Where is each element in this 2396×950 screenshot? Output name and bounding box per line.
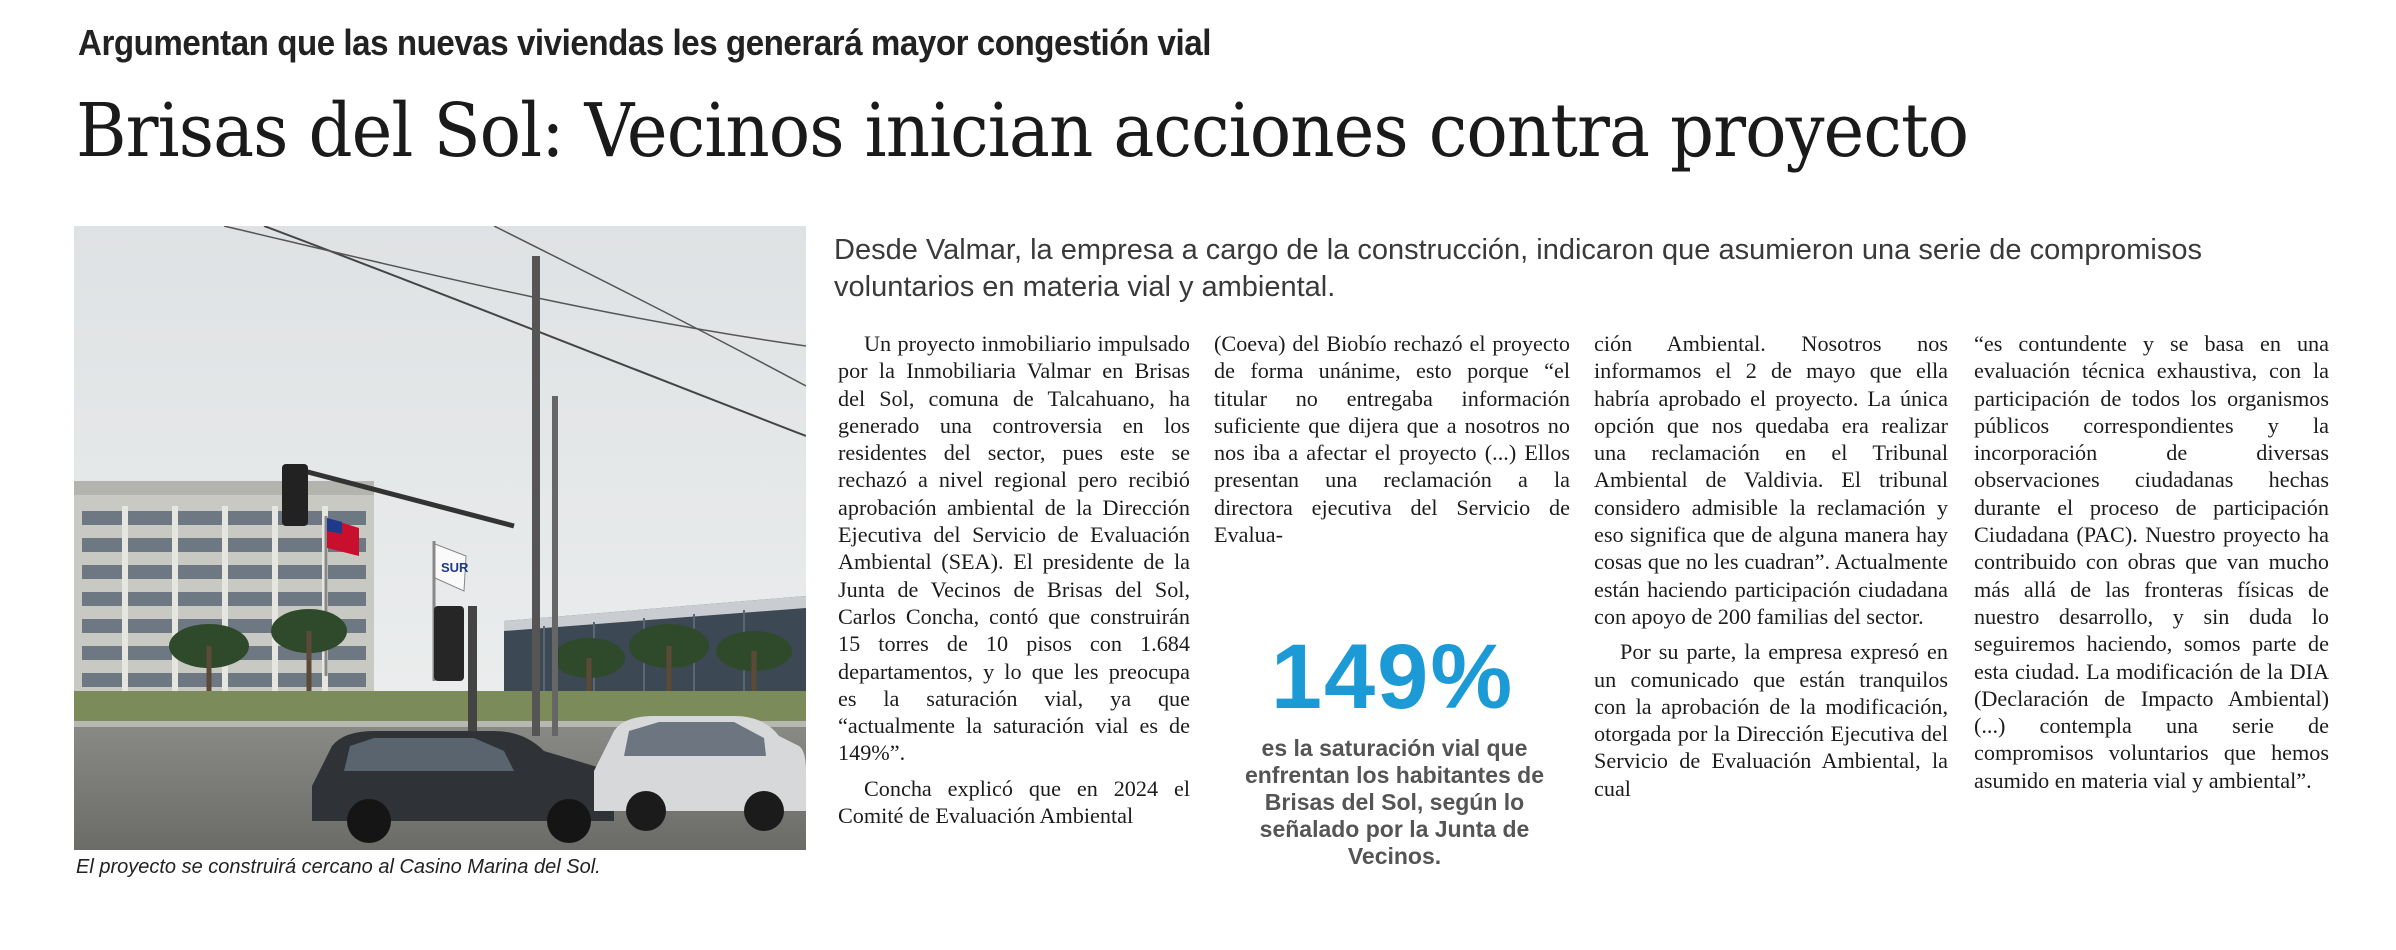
callout-value: 149% xyxy=(1270,626,1515,728)
body-column-3 xyxy=(1594,330,1948,802)
photo-caption: El proyecto se construirá cercano al Casino Marina del Sol. xyxy=(76,856,601,878)
paragraph: Un proyecto inmobiliario impulsado por la Inmobiliaria Valmar en Brisas del Sol, comuna de Talcahuano, ha generado una controversia en los residentes del sector, pues este se rechazó a nivel regional pero recibió aprobación ambiental de la Dirección Ejecutiva del Servicio de Evaluación Ambiental (SEA). El presidente de la Junta de Vecinos de Brisas del Sol, Carlos Concha, contó que construirán 15 torres de 10 pisos con 1.684 departamentos, y lo que les preocupa es la saturación vial, ya que “actualmente la saturación vial es de 149%”. xyxy=(838,331,1190,766)
sign-text: SUR xyxy=(441,560,469,575)
paragraph: Concha explicó que en 2024 el Comité de Evaluación Ambiental xyxy=(838,775,1190,829)
article-photo xyxy=(74,226,806,850)
paragraph: Por su parte, la empresa expresó en un comunicado que están tranquilos con la aprobación de la modificación, otorgada por la Dirección Ejecutiva del Servicio de Evaluación Ambiental, la cual xyxy=(1594,639,1948,801)
kicker: Argumentan que las nuevas viviendas les generará mayor congestión vial xyxy=(78,22,1211,63)
paragraph: ción Ambiental. Nosotros nos informamos el 2 de mayo que ella habría aprobado el proyecto. La única opción que nos quedaba era realizar una reclamación en el Tribunal Ambiental de Valdivia. El tribunal considero admisible la reclamación y eso significa que de alguna manera hay cosas que no les cuadran”. Actualmente están haciendo participación ciudadana con apoyo de 200 familias del sector. xyxy=(1594,331,1948,629)
body-column-4 xyxy=(1974,330,2329,794)
headline: Brisas del Sol: Vecinos inician acciones contra proyecto xyxy=(76,88,1969,174)
callout-text: es la saturación vial que enfrentan los habitantes de Brisas del Sol, según lo señalado por la Junta de Vecinos. xyxy=(1244,735,1545,869)
body-column-2 xyxy=(1214,330,1570,548)
paragraph: “es contundente y se basa en una evaluación técnica exhaustiva, con la participación de todos los organismos públicos correspondientes y la incorporación de diversas observaciones ciudadanas hechas durante el proceso de participación Ciudadana (PAC). Nuestro proyecto ha contribuido con obras que van mucho más allá de las fronteras físicas de nuestro desarrollo, y sin duda lo seguiremos haciendo, somos parte de esta ciudad. La modificación de la DIA (Declaración de Impacto Ambiental) (...) contempla una serie de compromisos voluntarios que hemos asumido en materia vial y ambiental”. xyxy=(1974,331,2329,793)
body-column-1 xyxy=(838,330,1190,829)
street-photo-icon xyxy=(74,226,806,850)
deck: Desde Valmar, la empresa a cargo de la construcción, indicaron que asumieron una serie de compromisos voluntarios en materia vial y ambiental. xyxy=(834,234,2202,303)
paragraph: (Coeva) del Biobío rechazó el proyecto de forma unánime, esto porque “el titular no entregaba información suficiente que dijera que a nosotros no nos iba a afectar el proyecto (...) Ellos presentan una reclamación a la directora ejecutiva del Servicio de Evalua- xyxy=(1214,331,1570,548)
